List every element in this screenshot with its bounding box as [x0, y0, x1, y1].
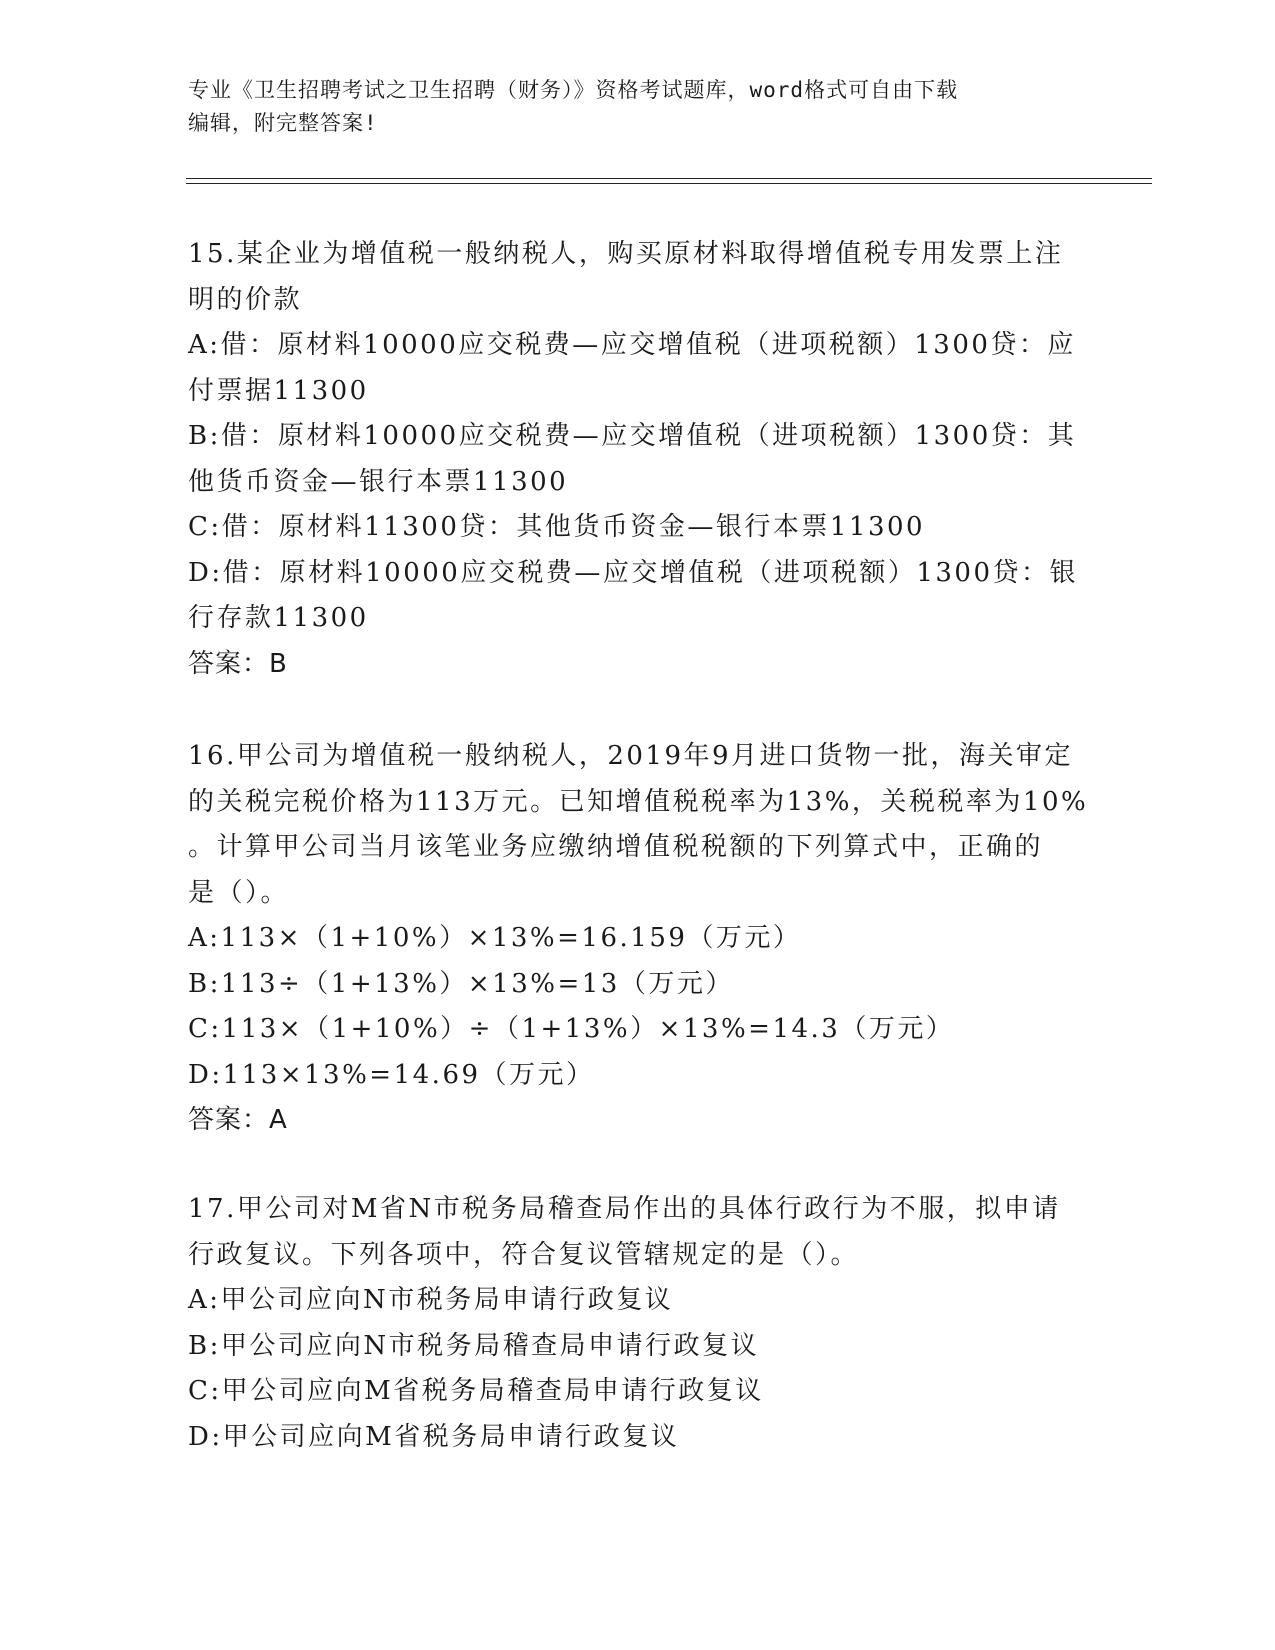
question-stem-line: 17.甲公司对M省N市税务局稽查局作出的具体行政行为不服，拟申请	[188, 1194, 1061, 1224]
answer-label: 答案：A	[188, 1105, 288, 1135]
question-stem-line: 明的价款	[188, 284, 303, 315]
option-b-line: B:113÷（1+13%）×13%=13（万元）	[188, 968, 734, 999]
header-line: 编辑，附完整答案!	[188, 111, 378, 135]
option-d-line: 行存款11300	[188, 603, 369, 633]
question-17	[188, 1187, 1088, 1460]
question-stem-line: 行政复议。下列各项中，符合复议管辖规定的是（）。	[188, 1239, 860, 1270]
option-b-line: B:甲公司应向N市税务局稽查局申请行政复议	[188, 1330, 760, 1361]
header-divider-top	[186, 178, 1152, 179]
option-d-line: D:借：原材料10000应交税费—应交增值税（进项税额）1300贷：银	[188, 557, 1078, 588]
question-stem-line: 。计算甲公司当月该笔业务应缴纳增值税税额的下列算式中，正确的	[188, 832, 1044, 862]
option-a-line: A:借：原材料10000应交税费—应交增值税（进项税额）1300贷：应	[188, 330, 1076, 360]
question-15	[188, 232, 1088, 687]
question-stem-line: 16.甲公司为增值税一般纳税人，2019年9月进口货物一批，海关审定	[188, 741, 1074, 771]
option-a-line: A:113×（1+10%）×13%=16.159（万元）	[188, 923, 802, 953]
answer-label: 答案：B	[188, 648, 288, 679]
question-stem-line: 的关税完税价格为113万元。已知增值税税率为13%，关税税率为10%	[188, 786, 1089, 817]
option-c-line: C:借：原材料11300贷：其他货币资金—银行本票11300	[188, 512, 926, 542]
option-c-line: C:113×（1+10%）÷（1+13%）×13%=14.3（万元）	[188, 1014, 955, 1044]
option-b-line: 他货币资金—银行本票11300	[188, 466, 569, 497]
header-line: 专业《卫生招聘考试之卫生招聘（财务）》资格考试题库，word格式可自由下载	[188, 78, 959, 102]
question-stem-line: 15.某企业为增值税一般纳税人，购买原材料取得增值税专用发票上注	[188, 239, 1064, 269]
option-c-line: C:甲公司应向M省税务局稽查局申请行政复议	[188, 1376, 764, 1406]
option-a-line: 付票据11300	[188, 375, 369, 406]
option-a-line: A:甲公司应向N市税务局申请行政复议	[188, 1285, 674, 1315]
question-16	[188, 734, 1088, 1144]
option-d-line: D:甲公司应向M省税务局申请行政复议	[188, 1421, 680, 1452]
document-header	[188, 74, 1088, 140]
header-divider-bottom	[186, 183, 1152, 184]
option-d-line: D:113×13%=14.69（万元）	[188, 1059, 595, 1090]
option-b-line: B:借：原材料10000应交税费—应交增值税（进项税额）1300贷：其	[188, 421, 1077, 451]
question-stem-line: 是（）。	[188, 877, 290, 908]
